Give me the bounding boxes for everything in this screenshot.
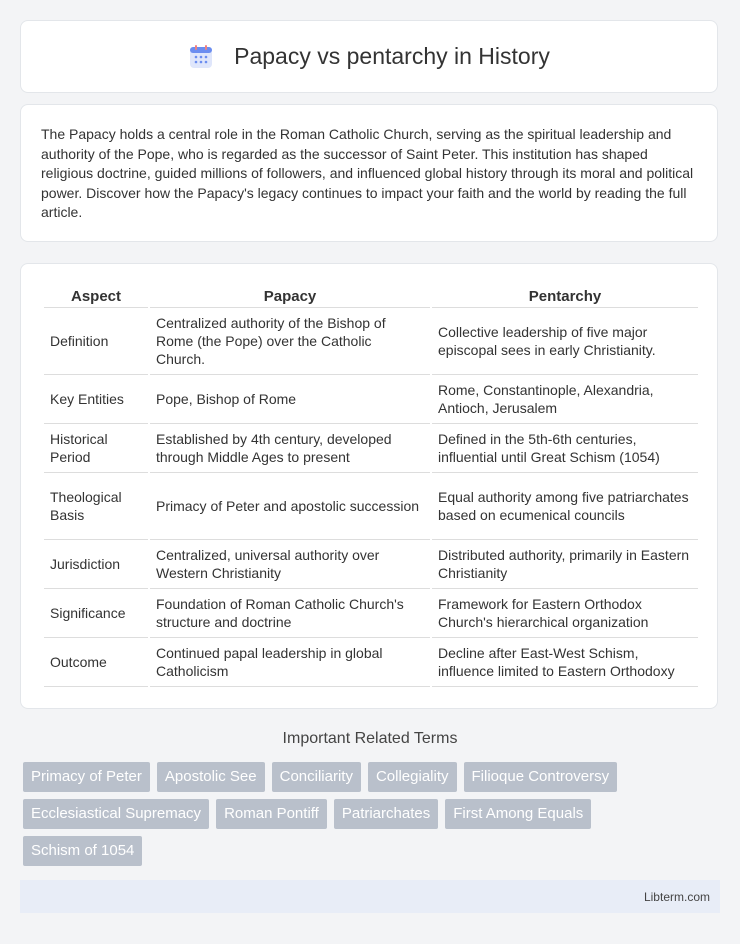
cell-papacy: Continued papal leadership in global Catholicism (150, 638, 430, 687)
intro-text: The Papacy holds a central role in the Roman Catholic Church, serving as the spiritual leadership and authority of the Pope, who is regarded as the successor of Saint Peter. This institution has shaped religious doctrine, guided millions of followers, and influenced global history through its moral and political power. Discover how the Papacy's legacy continues to impact your faith and the world by reading the full article. (41, 126, 694, 220)
cell-papacy: Primacy of Peter and apostolic succession (150, 473, 430, 540)
cell-aspect: Definition (44, 308, 148, 375)
related-terms-title: Important Related Terms (282, 730, 458, 747)
related-tag[interactable]: Roman Pontiff (216, 799, 327, 829)
intro-card (20, 104, 718, 242)
related-tag[interactable]: Collegiality (368, 762, 457, 792)
table-row (44, 375, 698, 424)
cell-aspect: Jurisdiction (44, 540, 148, 589)
footer (20, 880, 720, 913)
related-tag[interactable]: Ecclesiastical Supremacy (23, 799, 209, 829)
page-title: Papacy vs pentarchy in History (234, 43, 550, 69)
calendar-icon (188, 44, 214, 70)
cell-pentarchy: Rome, Constantinople, Alexandria, Antioch, Jerusalem (432, 375, 698, 424)
cell-papacy: Centralized, universal authority over Western Christianity (150, 540, 430, 589)
header-pentarchy: Pentarchy (432, 284, 698, 308)
cell-pentarchy: Framework for Eastern Orthodox Church's hierarchical organization (432, 589, 698, 638)
cell-papacy: Established by 4th century, developed through Middle Ages to present (150, 424, 430, 473)
cell-papacy: Centralized authority of the Bishop of Rome (the Pope) over the Catholic Church. (150, 308, 430, 375)
header-papacy: Papacy (150, 284, 430, 308)
related-tag[interactable]: Primacy of Peter (23, 762, 150, 792)
related-tag[interactable]: Filioque Controversy (464, 762, 618, 792)
cell-pentarchy: Decline after East-West Schism, influence limited to Eastern Orthodoxy (432, 638, 698, 687)
related-terms-list (23, 762, 723, 873)
table-header-row (44, 284, 698, 308)
related-tag[interactable]: First Among Equals (445, 799, 591, 829)
header-aspect: Aspect (44, 284, 148, 308)
related-tag[interactable]: Schism of 1054 (23, 836, 142, 866)
cell-aspect: Significance (44, 589, 148, 638)
table-row (44, 540, 698, 589)
cell-pentarchy: Equal authority among five patriarchates based on ecumenical councils (432, 473, 698, 540)
cell-aspect: Theological Basis (44, 473, 148, 540)
cell-papacy: Foundation of Roman Catholic Church's structure and doctrine (150, 589, 430, 638)
table-row (44, 589, 698, 638)
table-row (44, 424, 698, 473)
cell-pentarchy: Distributed authority, primarily in Eastern Christianity (432, 540, 698, 589)
cell-aspect: Key Entities (44, 375, 148, 424)
table-row (44, 638, 698, 687)
cell-aspect: Historical Period (44, 424, 148, 473)
comparison-table (42, 284, 700, 687)
comparison-card (20, 263, 718, 709)
related-tag[interactable]: Patriarchates (334, 799, 438, 829)
footer-site-link[interactable]: Libterm.com (643, 889, 710, 904)
cell-papacy: Pope, Bishop of Rome (150, 375, 430, 424)
cell-aspect: Outcome (44, 638, 148, 687)
cell-pentarchy: Collective leadership of five major episcopal sees in early Christianity. (432, 308, 698, 375)
related-tag[interactable]: Conciliarity (272, 762, 361, 792)
table-row (44, 308, 698, 375)
table-row (44, 473, 698, 540)
header-card (20, 20, 718, 93)
cell-pentarchy: Defined in the 5th-6th centuries, influential until Great Schism (1054) (432, 424, 698, 473)
related-tag[interactable]: Apostolic See (157, 762, 265, 792)
